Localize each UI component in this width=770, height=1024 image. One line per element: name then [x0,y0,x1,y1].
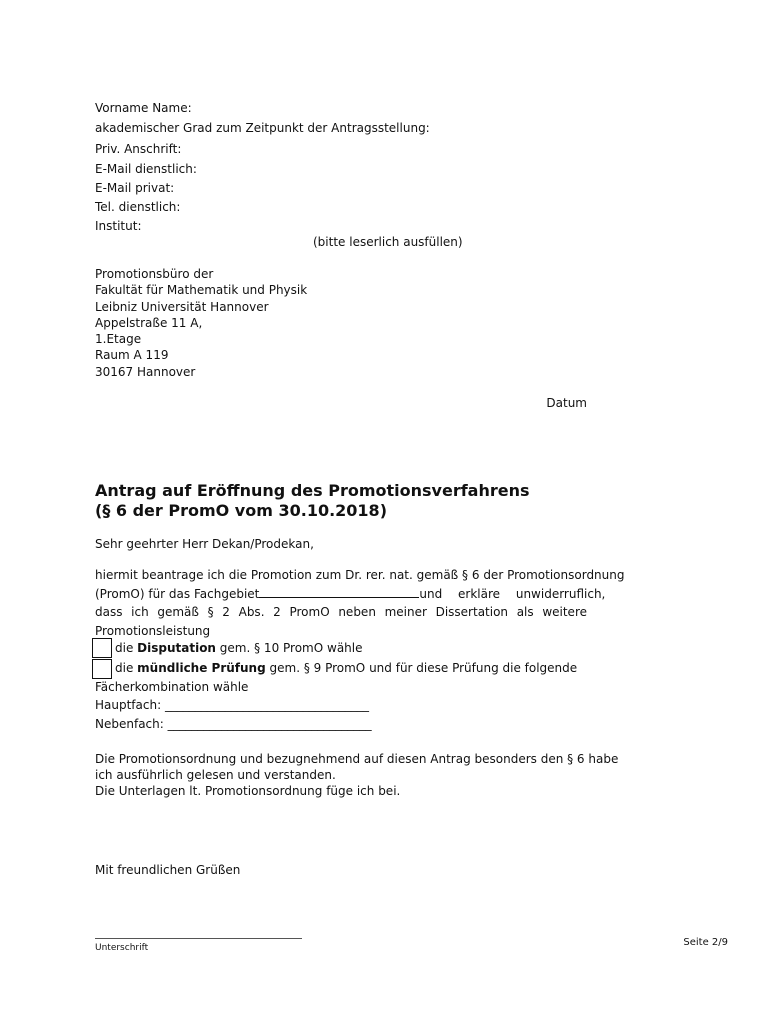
address-label: Priv. Anschrift: [95,142,182,156]
signature-line [95,938,302,939]
option-text: die [115,661,138,675]
minor-subject-field[interactable]: Nebenfach: __________________________________ [95,717,372,731]
recipient-address [95,266,307,380]
institute-label: Institut: [95,219,142,233]
option-bold-text: mündliche Prüfung [137,661,266,675]
option-text: gem. § 10 PromO wähle [215,641,363,655]
name-label: Vorname Name: [95,101,192,115]
option-bold-text: Disputation [137,641,216,655]
closing-line: Die Promotionsordnung und bezugnehmend auf diesen Antrag besonders den § 6 habe [95,752,619,766]
option-text: gem. § 9 PromO und für diese Prüfung die folgende [265,661,578,675]
closing-line: ich ausführlich gelesen und verstanden. [95,768,336,782]
option-text: die [115,641,138,655]
option-oral-exam-continued: Fächerkombination wähle [95,680,249,694]
page-number: Seite 2/9 [683,937,728,948]
title-line-1: Antrag auf Eröffnung des Promotionsverfahrens [95,481,530,500]
greeting: Mit freundlichen Grüßen [95,863,241,877]
request-paragraph [95,566,625,640]
fill-hint: (bitte leserlich ausfüllen) [313,235,463,249]
closing-line: Die Unterlagen lt. Promotionsordnung füge ich bei. [95,784,401,798]
disputation-checkbox[interactable] [92,638,112,658]
email-private-label: E-Mail privat: [95,181,175,195]
recipient-line: 30167 Hannover [95,364,196,379]
body-line: hiermit beantrage ich die Promotion zum Dr. rer. nat. gemäß § 6 der Promotionsordnung [95,568,625,582]
recipient-line: Raum A 119 [95,348,169,363]
body-line: (PromO) für das Fachgebiet [95,586,260,601]
option-oral-exam [115,660,577,676]
recipient-line: Fakultät für Mathematik und Physik [95,283,308,298]
title-line-2: (§ 6 der PromO vom 30.10.2018) [95,501,387,520]
body-line: dass ich gemäß § 2 Abs. 2 PromO neben meiner Dissertation als weitere [95,605,587,620]
salutation: Sehr geehrter Herr Dekan/Prodekan, [95,537,314,551]
oral-exam-checkbox[interactable] [92,659,112,679]
option-disputation [115,640,363,656]
recipient-line: Appelstraße 11 A, [95,315,203,330]
recipient-line: 1.Etage [95,332,142,347]
body-line: Promotionsleistung [95,623,211,638]
date-label: Datum [546,396,587,410]
signature-label: Unterschrift [95,943,149,953]
document-title [95,481,530,521]
body-line-subject [95,585,606,604]
recipient-line: Promotionsbüro der [95,267,214,281]
recipient-line: Leibniz Universität Hannover [95,299,269,314]
main-subject-field[interactable]: Hauptfach: __________________________________ [95,698,369,712]
phone-label: Tel. dienstlich: [95,200,181,214]
email-work-label: E-Mail dienstlich: [95,162,197,176]
degree-label: akademischer Grad zum Zeitpunkt der Antragsstellung: [95,121,430,135]
body-line: und erkläre unwiderruflich, [419,586,606,601]
subject-blank-field[interactable] [259,585,419,598]
